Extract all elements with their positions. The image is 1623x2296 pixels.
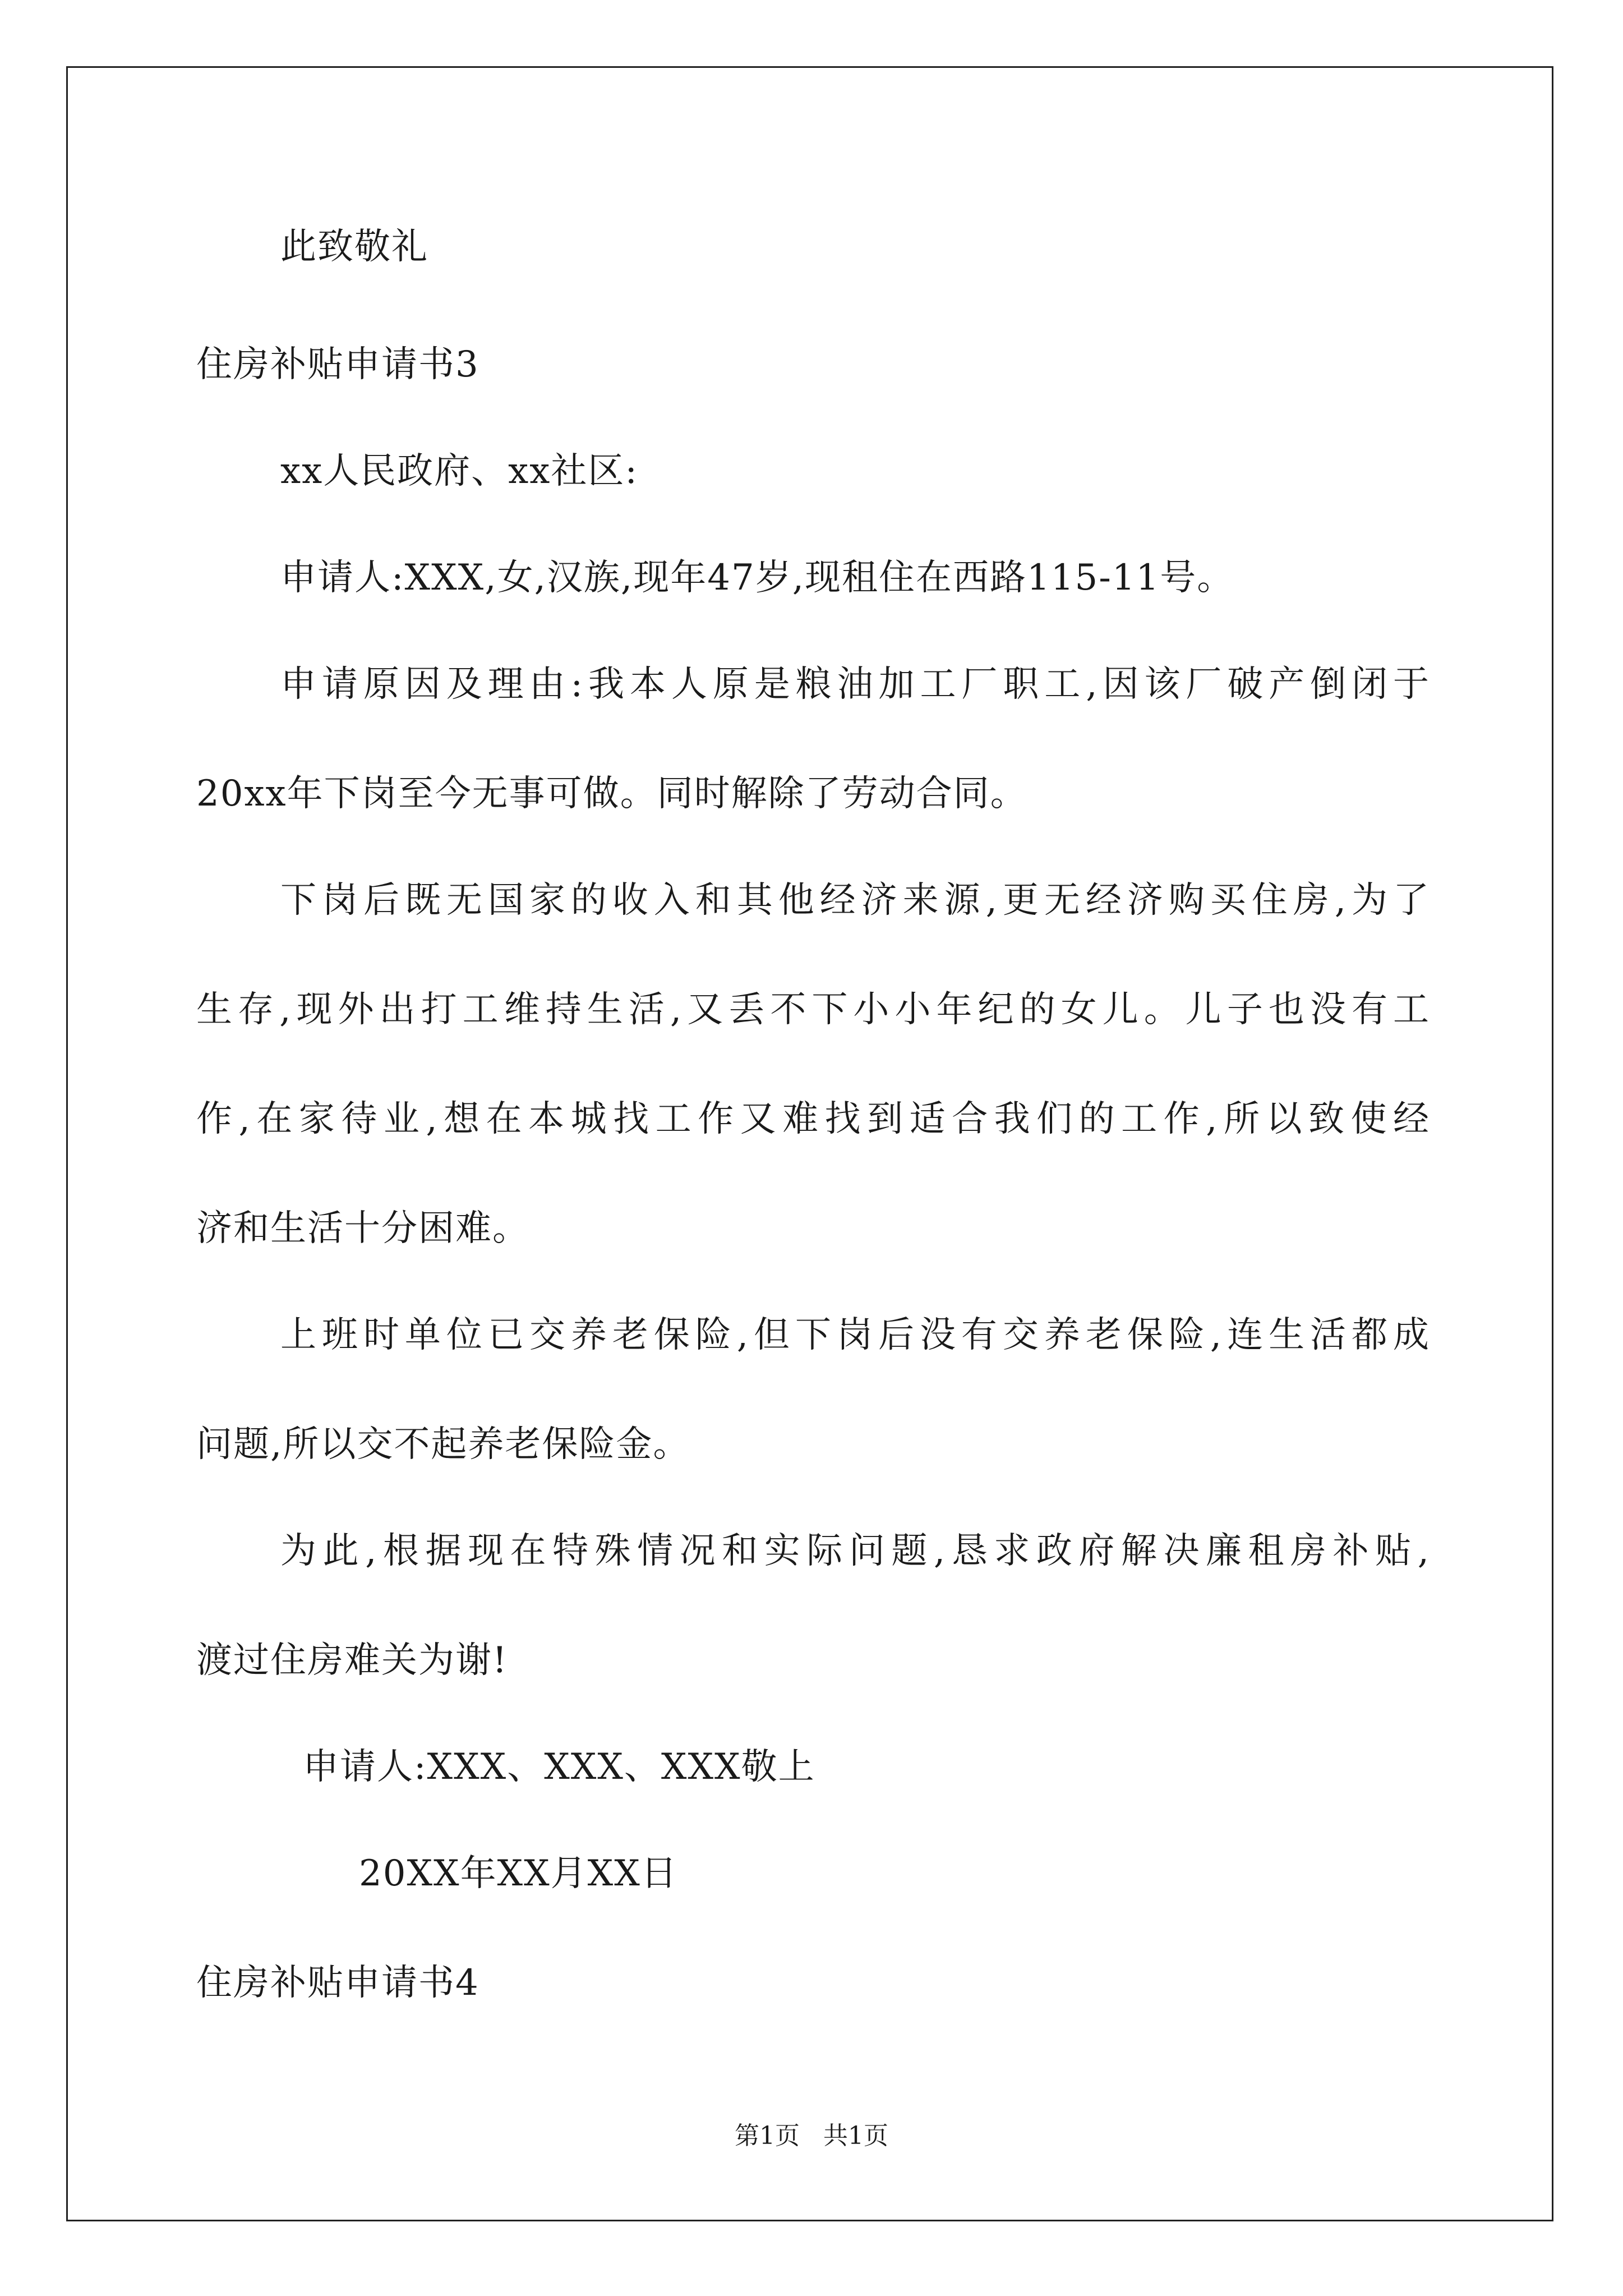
page-border xyxy=(66,66,1553,2221)
request-paragraph-line-2: 渡过住房难关为谢! xyxy=(196,1640,508,1681)
page-number-current: 第1页 xyxy=(735,2122,800,2150)
hardship-paragraph-line-1: 下岗后既无国家的收入和其他经济来源,更无经济购买住房,为了 xyxy=(280,880,1430,921)
addressee-line: xx人民政府、xx社区: xyxy=(280,450,638,492)
request-paragraph-line-1: 为此,根据现在特殊情况和实际问题,恳求政府解决廉租房补贴, xyxy=(280,1530,1430,1572)
signature-line: 申请人:XXX、XXX、XXX敬上 xyxy=(303,1746,815,1788)
pension-paragraph-line-2: 问题,所以交不起养老保险金。 xyxy=(196,1424,690,1465)
page-footer xyxy=(0,2119,1623,2153)
hardship-paragraph-line-2: 生存,现外出打工维持生活,又丢不下小小年纪的女儿。儿子也没有工 xyxy=(196,989,1430,1030)
closing-salutation: 此致敬礼 xyxy=(280,226,428,268)
date-line: 20XX年XX月XX日 xyxy=(359,1853,678,1894)
reason-paragraph-line-2: 20xx年下岗至今无事可做。同时解除了劳动合同。 xyxy=(196,773,1027,815)
section-heading-4: 住房补贴申请书4 xyxy=(196,1962,479,2004)
pension-paragraph-line-1: 上班时单位已交养老保险,但下岗后没有交养老保险,连生活都成 xyxy=(280,1314,1430,1356)
hardship-paragraph-line-3: 作,在家待业,想在本城找工作又难找到适合我们的工作,所以致使经 xyxy=(196,1098,1430,1140)
reason-paragraph-line-1: 申请原因及理由:我本人原是粮油加工厂职工,因该厂破产倒闭于 xyxy=(280,664,1430,705)
section-heading-3: 住房补贴申请书3 xyxy=(196,344,479,385)
page-number-total: 共1页 xyxy=(823,2122,888,2150)
hardship-paragraph-line-4: 济和生活十分困难。 xyxy=(196,1208,529,1249)
applicant-info: 申请人:XXX,女,汉族,现年47岁,现租住在西路115-11号。 xyxy=(280,557,1234,599)
